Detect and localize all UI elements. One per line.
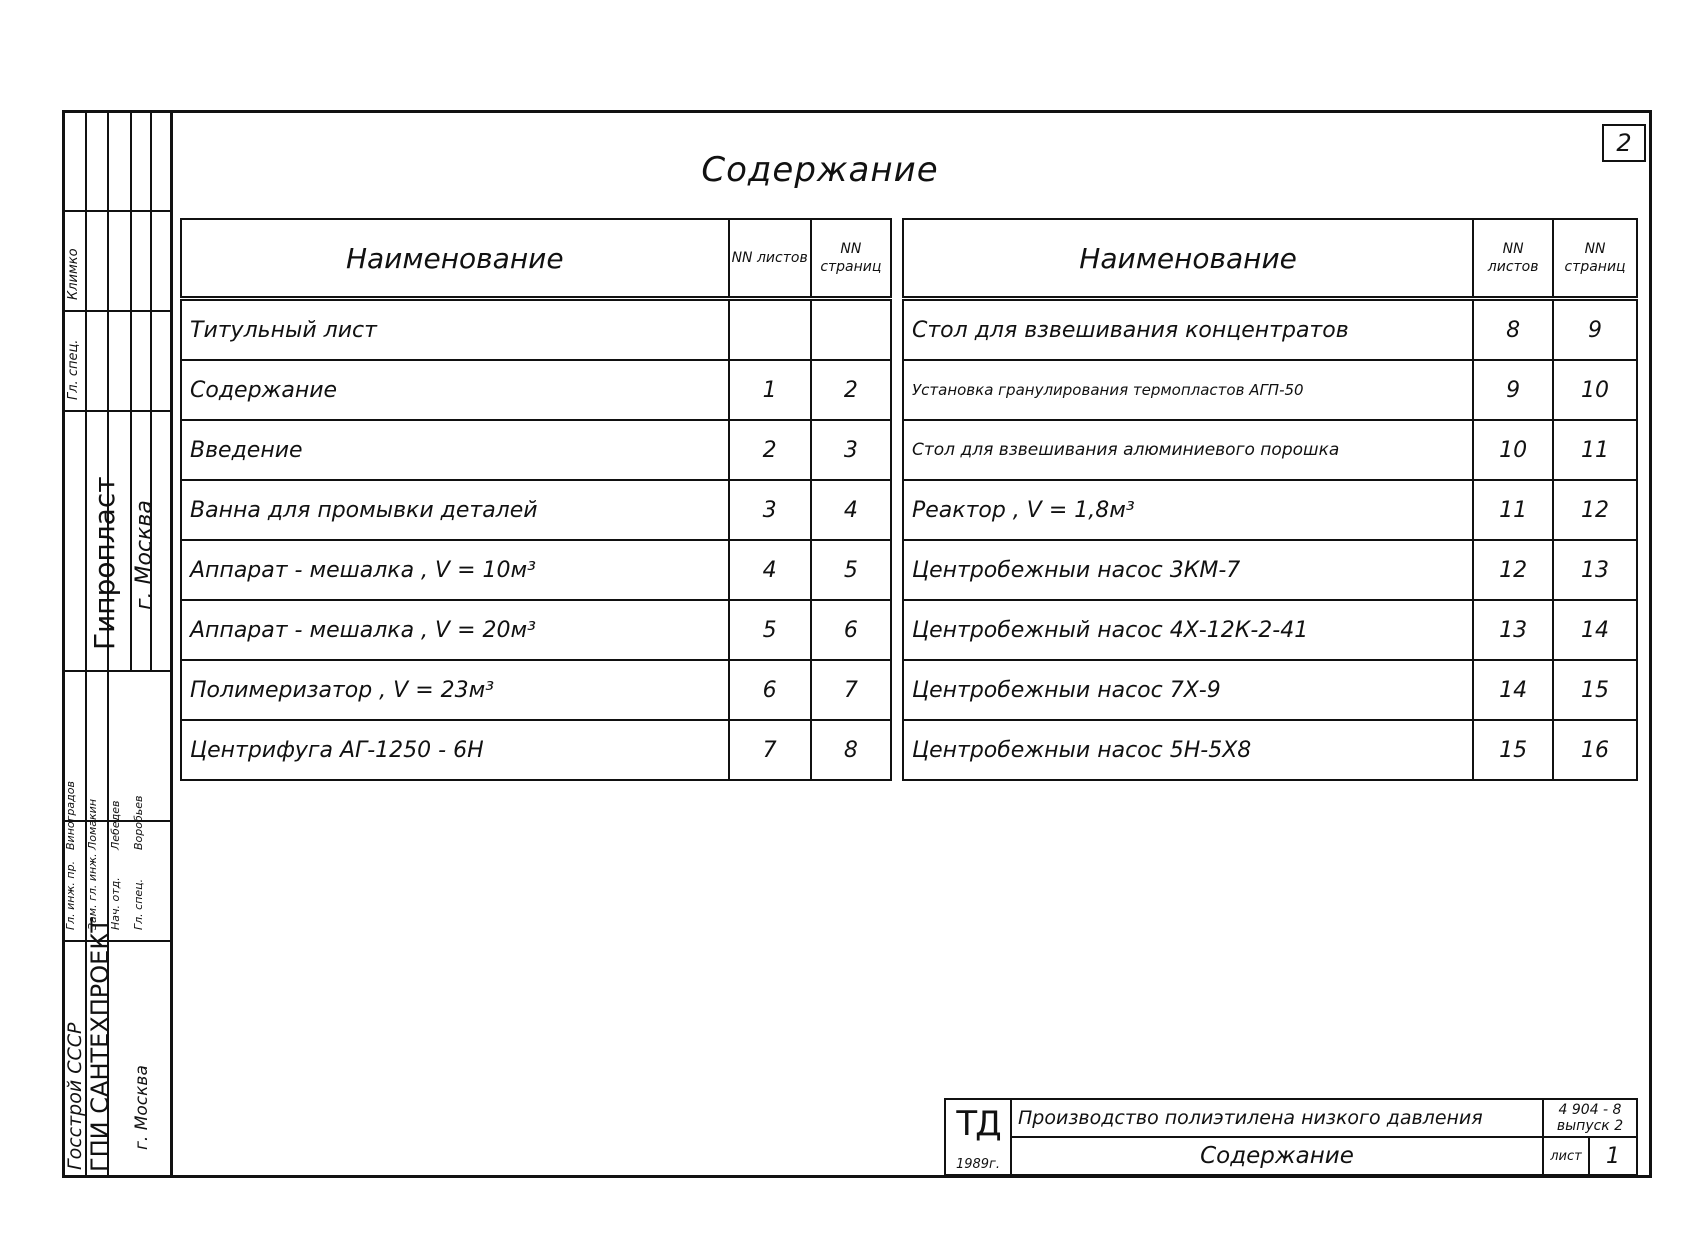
table-row xyxy=(181,360,891,420)
stamp-project: Производство полиэтилена низкого давления xyxy=(1018,1107,1483,1129)
row-name: Стол для взвешивания алюминиевого порошка xyxy=(903,420,1473,480)
row-page: 4 xyxy=(811,480,891,540)
row-name: Реактор , V = 1,8м³ xyxy=(903,480,1473,540)
row-name: Центробежный насос 4Х-12К-2-41 xyxy=(903,600,1473,660)
row-sheet: 13 xyxy=(1473,600,1553,660)
row-name: Полимеризатор , V = 23м³ xyxy=(181,660,729,720)
col-header-pages: NN страниц xyxy=(811,219,891,299)
row-page: 3 xyxy=(811,420,891,480)
row-sheet: 6 xyxy=(729,660,811,720)
row-name: Центробежныи насос 3КМ-7 xyxy=(903,540,1473,600)
strip-role-1: Гл. инж. пр. xyxy=(64,860,77,930)
stamp-sheet-value: 1 xyxy=(1606,1143,1620,1169)
row-page: 9 xyxy=(1553,299,1637,361)
col-header-name: Наименование xyxy=(903,219,1473,299)
table-row xyxy=(903,299,1637,361)
table-row xyxy=(181,420,891,480)
table-row xyxy=(181,480,891,540)
row-sheet: 8 xyxy=(1473,299,1553,361)
row-sheet: 11 xyxy=(1473,480,1553,540)
table-row xyxy=(903,540,1637,600)
row-page: 6 xyxy=(811,600,891,660)
left-strip xyxy=(62,110,170,1178)
row-sheet: 3 xyxy=(729,480,811,540)
stamp-logo: ТД xyxy=(956,1104,1000,1144)
col-header-name: Наименование xyxy=(181,219,729,299)
title-block-stamp xyxy=(944,1098,1638,1176)
strip-role-upper: Гл. спец. xyxy=(66,339,81,400)
row-page: 14 xyxy=(1553,600,1637,660)
page-number: 2 xyxy=(1602,124,1646,162)
table-row xyxy=(903,600,1637,660)
stamp-sheet-value-cell xyxy=(1588,1136,1638,1176)
strip-org1: Госстрой СССР xyxy=(64,1022,86,1170)
row-name: Ванна для промывки деталей xyxy=(181,480,729,540)
row-page: 16 xyxy=(1553,720,1637,780)
toc-table-right xyxy=(902,218,1638,781)
page-title: Содержание xyxy=(701,150,939,190)
row-sheet xyxy=(729,299,811,361)
strip-person-2: Ломакин xyxy=(86,798,99,850)
row-sheet: 15 xyxy=(1473,720,1553,780)
table-row xyxy=(903,720,1637,780)
strip-role-3: Нач. отд. xyxy=(109,877,122,930)
row-sheet: 4 xyxy=(729,540,811,600)
table-row xyxy=(903,420,1637,480)
stamp-code-cell xyxy=(1542,1098,1638,1138)
table-row xyxy=(903,360,1637,420)
strip-org3-city: г. Москва xyxy=(132,500,157,610)
row-page: 2 xyxy=(811,360,891,420)
stamp-sheet-label: лист xyxy=(1550,1148,1582,1164)
stamp-year: 1989г. xyxy=(955,1157,1001,1172)
row-name: Центробежныи насос 7Х-9 xyxy=(903,660,1473,720)
col-header-sheets: NN листов xyxy=(1473,219,1553,299)
row-sheet: 10 xyxy=(1473,420,1553,480)
row-name: Центрифуга АГ-1250 - 6Н xyxy=(181,720,729,780)
row-sheet: 2 xyxy=(729,420,811,480)
stamp-logo-cell xyxy=(944,1098,1012,1176)
row-name: Аппарат - мешалка , V = 20м³ xyxy=(181,600,729,660)
row-sheet: 5 xyxy=(729,600,811,660)
strip-org2: ГПИ САНТЕХПРОЕКТ xyxy=(86,917,114,1172)
row-name: Центробежныи насос 5Н-5Х8 xyxy=(903,720,1473,780)
table-row xyxy=(903,480,1637,540)
table-row xyxy=(181,600,891,660)
row-name: Установка гранулирования термопластов АГП-50 xyxy=(903,360,1473,420)
frame-left-border xyxy=(170,110,173,1178)
row-name: Введение xyxy=(181,420,729,480)
col-header-sheets: NN листов xyxy=(729,219,811,299)
row-sheet: 7 xyxy=(729,720,811,780)
strip-org3: Гипропласт xyxy=(88,476,121,650)
strip-person-1: Виноградов xyxy=(64,781,77,850)
table-header-row xyxy=(181,219,891,299)
row-page: 8 xyxy=(811,720,891,780)
stamp-sheet-label-cell xyxy=(1542,1136,1590,1176)
col-header-pages: NN страниц xyxy=(1553,219,1637,299)
row-page: 10 xyxy=(1553,360,1637,420)
row-page: 7 xyxy=(811,660,891,720)
strip-role-4: Гл. спец. xyxy=(132,878,145,930)
row-sheet: 1 xyxy=(729,360,811,420)
strip-person-upper: Климко xyxy=(66,248,81,300)
row-page xyxy=(811,299,891,361)
stamp-code: 4 904 - 8 xyxy=(1558,1102,1622,1118)
stamp-section-cell xyxy=(1010,1136,1544,1176)
row-page: 15 xyxy=(1553,660,1637,720)
row-name: Содержание xyxy=(181,360,729,420)
row-name: Аппарат - мешалка , V = 10м³ xyxy=(181,540,729,600)
toc-table-left xyxy=(180,218,892,781)
table-row xyxy=(181,540,891,600)
table-header-row xyxy=(903,219,1637,299)
strip-person-3: Лебедев xyxy=(109,800,122,850)
row-sheet: 9 xyxy=(1473,360,1553,420)
row-name: Стол для взвешивания концентратов xyxy=(903,299,1473,361)
table-row xyxy=(181,660,891,720)
strip-org2-city: г. Москва xyxy=(132,1065,152,1150)
strip-person-4: Воробьев xyxy=(132,795,145,850)
row-name: Титульный лист xyxy=(181,299,729,361)
table-row xyxy=(181,720,891,780)
row-page: 5 xyxy=(811,540,891,600)
stamp-project-cell xyxy=(1010,1098,1544,1138)
table-row xyxy=(903,660,1637,720)
row-page: 12 xyxy=(1553,480,1637,540)
row-sheet: 12 xyxy=(1473,540,1553,600)
table-row xyxy=(181,299,891,361)
stamp-section: Содержание xyxy=(1200,1143,1354,1169)
row-page: 11 xyxy=(1553,420,1637,480)
row-sheet: 14 xyxy=(1473,660,1553,720)
row-page: 13 xyxy=(1553,540,1637,600)
strip-role-2: Зам. гл. инж. xyxy=(86,853,99,930)
stamp-issue: выпуск 2 xyxy=(1556,1118,1624,1134)
